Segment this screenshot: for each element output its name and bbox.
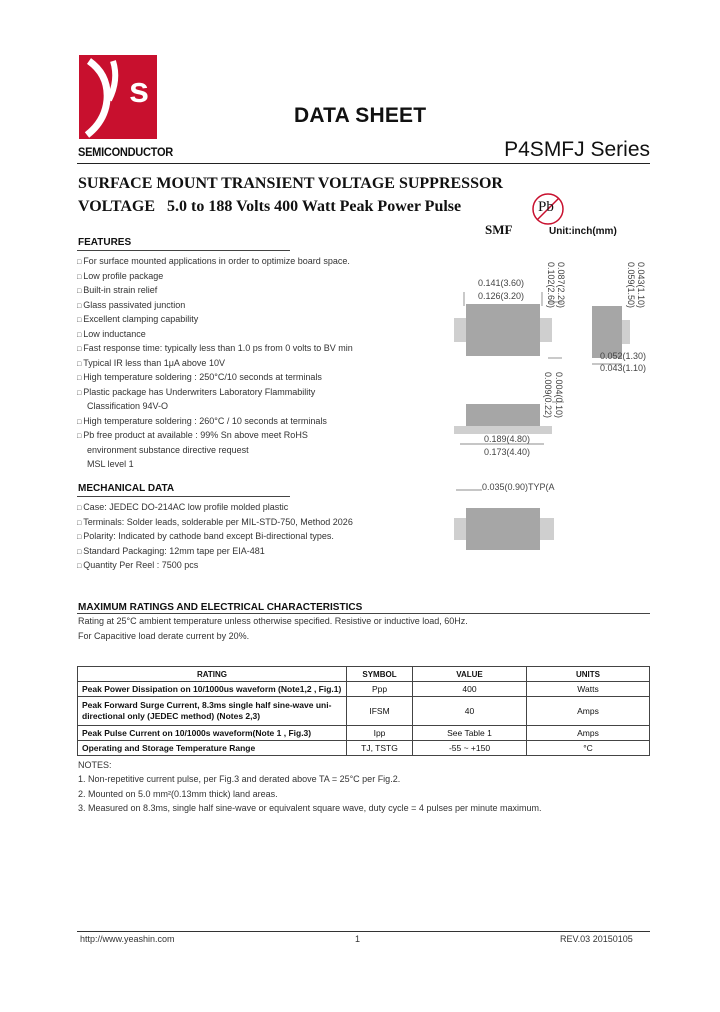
pb-free-icon (531, 192, 565, 226)
list-item (77, 517, 353, 527)
list-item-text: Fast response time: typically less than 1.0 ps from 0 volts to BV min (83, 343, 353, 353)
bullet-icon: □ (77, 302, 84, 310)
dim-mid-d: 0.173(4.40) (484, 447, 531, 457)
units-cell: Watts (527, 682, 650, 697)
list-item-text: Quantity Per Reel : 7500 pcs (83, 560, 199, 570)
features-heading: FEATURES (78, 237, 132, 248)
list-item-text: For surface mounted applications in order to optimize board space. (83, 256, 350, 266)
list-item (77, 271, 163, 281)
list-item (77, 430, 308, 440)
list-item (77, 502, 288, 512)
list-item (77, 560, 198, 570)
ratings-heading: MAXIMUM RATINGS AND ELECTRICAL CHARACTERISTICS (78, 602, 363, 613)
symbol-cell: IFSM (347, 697, 413, 726)
ratings-intro1: Rating at 25°C ambient temperature unless otherwise specified. Resistive or inductive load, 60Hz. (78, 616, 468, 626)
list-item-text: Excellent clamping capability (83, 314, 199, 324)
rating-cell: Peak Pulse Current on 10/1000s waveform(Note 1 , Fig.3) (78, 726, 347, 741)
col-symbol: SYMBOL (347, 667, 413, 682)
bullet-icon: □ (77, 331, 84, 339)
list-item (87, 445, 249, 455)
value-cell: 40 (413, 697, 527, 726)
symbol-cell: TJ, TSTG (347, 741, 413, 756)
list-item-text: Low inductance (83, 328, 146, 339)
title-line2: VOLTAGE 5.0 to 188 Volts 400 Watt Peak Power Pulse (78, 198, 462, 215)
mechanical-rule (77, 496, 290, 497)
table-header-row (78, 667, 650, 682)
col-rating: RATING (78, 667, 347, 682)
dim-bot-a: 0.035(0.90)TYP(A (482, 482, 555, 492)
package-drawing (452, 262, 652, 562)
bullet-icon: □ (77, 360, 84, 368)
bullet-icon: □ (77, 317, 84, 324)
list-item-text: Built-in strain relief (83, 285, 158, 295)
table-row (78, 741, 650, 756)
dim-mid-b: 0.004(0.10) (554, 372, 564, 419)
value-cell: -55 ~ +150 (413, 741, 527, 756)
list-item-text: MSL level 1 (87, 459, 134, 469)
list-item (77, 531, 334, 541)
list-item (77, 329, 146, 339)
list-item-text: Plastic package has Underwriters Laboratory Flammability (83, 386, 316, 397)
notes-heading: NOTES: (78, 760, 112, 770)
dim-top-b: 0.126(3.20) (478, 291, 525, 301)
dim-right-b: 0.087(2.20) (556, 262, 566, 309)
company-logo: s (79, 55, 157, 139)
symbol-cell: Ipp (347, 726, 413, 741)
footer-page: 1 (355, 934, 361, 944)
company-name: SEMICONDUCTOR (78, 145, 173, 159)
series-name: P4SMFJ Series (504, 138, 650, 161)
mechanical-heading: MECHANICAL DATA (78, 483, 175, 494)
package-name: SMF (485, 222, 513, 237)
units-cell: Amps (527, 697, 650, 726)
list-item-text: environment substance directive request (87, 444, 249, 455)
col-units: UNITS (527, 667, 650, 682)
bullet-icon: □ (77, 433, 84, 440)
table-row (78, 726, 650, 741)
list-item-text: Low profile package (83, 270, 164, 281)
value-cell: See Table 1 (413, 726, 527, 741)
header-rule (77, 163, 650, 164)
dim-side-d: 0.043(1.10) (600, 363, 647, 373)
bullet-icon: □ (77, 346, 84, 353)
list-item-text: Glass passivated junction (83, 299, 186, 310)
note-item: 3. Measured on 8.3ms, single half sine-wave or equivalent square wave, duty cycle = 4 pulses per minute maximum. (78, 803, 542, 813)
list-item (77, 314, 198, 324)
bullet-icon: □ (77, 288, 84, 295)
list-item-text: Typical IR less than 1μA above 10V (83, 357, 225, 368)
list-item-text: Terminals: Solder leads, solderable per MIL-STD-750, Method 2026 (83, 516, 353, 527)
list-item (77, 285, 157, 295)
list-item-text: Classification 94V-O (87, 401, 169, 411)
list-item (77, 343, 353, 353)
ratings-intro2: For Capacitive load derate current by 20%. (78, 631, 250, 641)
list-item (77, 387, 315, 397)
ratings-table (77, 666, 650, 756)
dim-side-a: 0.059(1.50) (626, 262, 636, 309)
list-item (87, 401, 168, 411)
note-item: 1. Non-repetitive current pulse, per Fig.3 and derated above TA = 25°C per Fig.2. (78, 774, 401, 784)
units-cell: °C (527, 741, 650, 756)
list-item-text: Case: JEDEC DO-214AC low profile molded plastic (83, 502, 289, 512)
dim-right-a: 0.102(2.60) (546, 262, 556, 309)
ratings-rule (77, 613, 650, 614)
dim-side-b: 0.043(1.10) (636, 262, 646, 309)
list-item (77, 546, 265, 556)
table-row (78, 697, 650, 726)
list-item-text: Polarity: Indicated by cathode band except Bi-directional types. (83, 531, 334, 541)
dim-top-a: 0.141(3.60) (478, 278, 525, 288)
list-item (77, 416, 327, 426)
bullet-icon: □ (77, 519, 84, 527)
dim-side-c: 0.052(1.30) (600, 351, 647, 361)
rating-cell: Operating and Storage Temperature Range (78, 741, 347, 756)
rating-cell: Peak Forward Surge Current, 8.3ms single half sine-wave uni-directional only (JEDEC method) (Notes 2,3) (78, 697, 347, 726)
footer-rule (77, 931, 650, 932)
bullet-icon: □ (77, 375, 84, 382)
list-item (87, 459, 134, 469)
footer-rev: REV.03 20150105 (560, 934, 633, 944)
list-item (77, 358, 225, 368)
bullet-icon: □ (77, 548, 84, 556)
bullet-icon: □ (77, 534, 84, 541)
list-item (77, 256, 350, 266)
list-item-text: Pb free product at available : 99% Sn above meet RoHS (83, 430, 308, 440)
bullet-icon: □ (77, 418, 84, 426)
unit-label: Unit:inch(mm) (549, 226, 617, 237)
list-item (77, 300, 185, 310)
note-item: 2. Mounted on 5.0 mm²(0.13mm thick) land areas. (78, 789, 278, 799)
rating-cell: Peak Power Dissipation on 10/1000us waveform (Note1,2 , Fig.1) (78, 682, 347, 697)
symbol-cell: Ppp (347, 682, 413, 697)
list-item-text: High temperature soldering : 260°C / 10 seconds at terminals (83, 415, 327, 426)
bullet-icon: □ (77, 259, 84, 266)
features-rule (77, 250, 290, 251)
title-line1: SURFACE MOUNT TRANSIENT VOLTAGE SUPPRESSOR (78, 175, 503, 192)
list-item (77, 372, 322, 382)
table-row (78, 682, 650, 697)
list-item-text: Standard Packaging: 12mm tape per EIA-481 (83, 545, 265, 556)
bullet-icon: □ (77, 563, 84, 570)
bullet-icon: □ (77, 273, 84, 281)
footer-url[interactable]: http://www.yeashin.com (80, 934, 175, 944)
units-cell: Amps (527, 726, 650, 741)
pb-label: Pb (538, 199, 554, 215)
list-item-text: High temperature soldering : 250°C/10 seconds at terminals (83, 372, 322, 382)
col-value: VALUE (413, 667, 527, 682)
doc-title: DATA SHEET (294, 104, 427, 127)
bullet-icon: □ (77, 389, 84, 397)
dim-mid-c: 0.189(4.80) (484, 434, 531, 444)
bullet-icon: □ (77, 505, 84, 512)
value-cell: 400 (413, 682, 527, 697)
dim-mid-a: 0.009(0.22) (543, 372, 553, 419)
